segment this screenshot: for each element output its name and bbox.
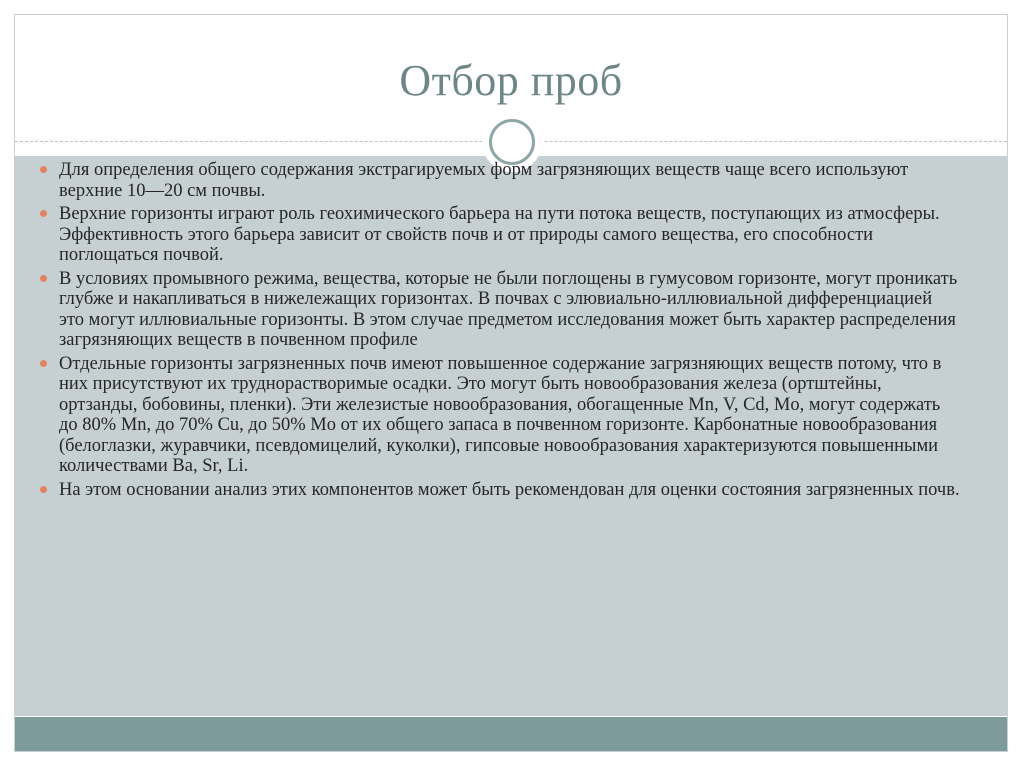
bullet-item [40, 160, 960, 201]
bullet-dot-icon [40, 275, 47, 282]
bullet-item [40, 269, 960, 351]
ring-icon [489, 119, 535, 165]
bullet-text: Отдельные горизонты загрязненных почв имеют повышенное содержание загрязняющих веществ потому, что в них присутствуют их труднорастворимые осадки. Это могут быть новообразования железа (ортштейны, ортзанды, бобовины, пленки). Эти железистые новообразования, обогащенные Mn, V, Cd, Mo, могут содержать до 80% Mn, до 70% Cu, до 50% Mo от их общего запаса в почвенном горизонте. Карбонатные новообразования (белоглазки, журавчики, псевдомицелий, куколки), гипсовые новообразования характеризуются повышенными количествами Ba, Sr, Li. [59, 353, 942, 476]
bullet-dot-icon [40, 166, 47, 173]
footer-bar [15, 717, 1007, 752]
bullet-text: В условиях промывного режима, вещества, которые не были поглощены в гумусовом горизонте, могут проникать глубже и накапливаться в нижележащих горизонтах. В почвах с элювиально-иллювиальной дифференциацией это могут иллювиальные горизонты. В этом случае предметом исследования может быть характер распределения загрязняющих веществ в почвенном профиле [59, 268, 958, 350]
bullet-text: Для определения общего содержания экстрагируемых форм загрязняющих веществ чаще всего используют верхние 10—20 см почвы. [59, 160, 909, 201]
bullet-item [40, 354, 960, 477]
bullet-text: Верхние горизонты играют роль геохимического барьера на пути потока веществ, поступающих из атмосферы. Эффективность этого барьера зависит от свойств почв и от природы самого вещества, его способности поглощаться почвой. [59, 204, 940, 265]
bullet-item [40, 480, 960, 501]
bullet-item [40, 204, 960, 266]
bullet-list [40, 160, 960, 503]
bullet-dot-icon [40, 360, 47, 367]
slide-title: Отбор проб [399, 56, 623, 105]
bullet-text: На этом основании анализ этих компонентов может быть рекомендован для оценки состояния загрязненных почв. [59, 479, 960, 500]
bullet-dot-icon [40, 486, 47, 493]
bullet-dot-icon [40, 210, 47, 217]
